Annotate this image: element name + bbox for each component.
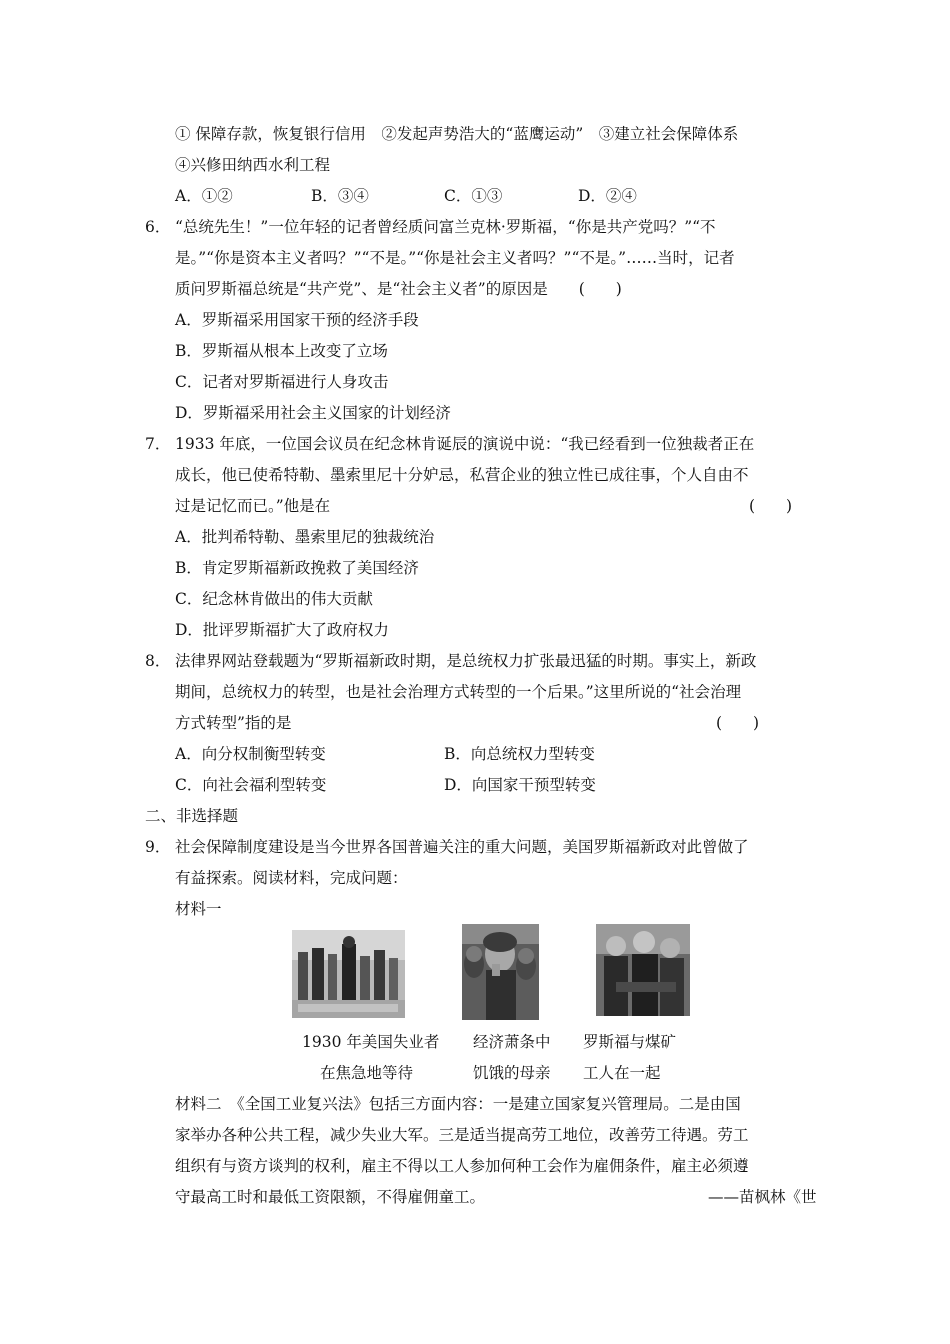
q6-option-d: D．罗斯福采用社会主义国家的计划经济 [175,404,451,422]
q7-option-b: B．肯定罗斯福新政挽救了美国经济 [175,559,419,577]
material2-source: ——苗枫林《世 [708,1188,817,1206]
q8-stem-line1: 法律界网站登载题为“罗斯福新政时期，是总统权力扩张最迅猛的时期。事实上，新政 [175,652,757,670]
q5-option-c: C．①③ [444,187,503,205]
q9-number: 9． [145,838,171,856]
q6-option-a: A．罗斯福采用国家干预的经济手段 [175,311,419,329]
material2-line1: 材料二 《全国工业复兴法》包括三方面内容：一是建立国家复兴管理局。二是由国 [175,1095,741,1113]
q8-option-a: A．向分权制衡型转变 [175,745,326,763]
q6-number: 6． [145,218,171,236]
photo-hungry-mother [462,924,539,1020]
section-title: 二、非选择题 [145,807,239,825]
material2-line2: 家举办各种公共工程，减少失业大军。三是适当提高劳工地位，改善劳工待遇。劳工 [175,1126,749,1144]
q5-option-a: A．①② [175,187,233,205]
q5-items-line2: ④兴修田纳西水利工程 [175,156,331,174]
material1-label: 材料一 [175,900,222,918]
q9-stem-line1: 社会保障制度建设是当今世界各国普遍关注的重大问题，美国罗斯福新政对此曾做了 [175,838,749,856]
photo-unemployed-waiting [292,930,405,1018]
q5-option-b: B．③④ [311,187,369,205]
q7-stem-line1: 1933 年底，一位国会议员在纪念林肯诞辰的演说中说：“我已经看到一位独裁者正在 [175,435,755,453]
q8-number: 8． [145,652,171,670]
q7-option-c: C．纪念林肯做出的伟大贡献 [175,590,373,608]
q8-stem-line2: 期间，总统权力的转型，也是社会治理方式转型的一个后果。”这里所说的“社会治理 [175,683,742,701]
q6-stem-line2: 是。”“你是资本主义者吗？”“不是。”“你是社会主义者吗？”“不是。”……当时，记者 [175,249,735,267]
q7-number: 7． [145,435,171,453]
caption-2-line1: 经济萧条中 [473,1033,551,1051]
q9-stem-line2: 有益探索。阅读材料，完成问题： [175,869,408,887]
q7-answer-bracket: ( ) [749,497,793,515]
material2-line3: 组织有与资方谈判的权利，雇主不得以工人参加何种工会作为雇佣条件，雇主必须遵 [175,1157,749,1175]
q8-stem-line3: 方式转型”指的是 [175,714,292,732]
q5-items-line1: ① 保障存款，恢复银行信用 ②发起声势浩大的“蓝鹰运动” ③建立社会保障体系 [175,125,739,143]
q8-answer-bracket: ( ) [716,714,760,732]
caption-3-line2: 工人在一起 [583,1064,661,1082]
q7-option-a: A．批判希特勒、墨索里尼的独裁统治 [175,528,435,546]
q7-option-d: D．批评罗斯福扩大了政府权力 [175,621,389,639]
q6-option-b: B．罗斯福从根本上改变了立场 [175,342,388,360]
q8-option-b: B．向总统权力型转变 [444,745,595,763]
q6-stem-line1: “总统先生！”一位年轻的记者曾经质问富兰克林·罗斯福，“你是共产党吗？”“不 [175,218,716,236]
caption-1-line1: 1930 年美国失业者 [302,1033,440,1051]
q6-stem-line3: 质问罗斯福总统是“共产党”、是“社会主义者”的原因是 ( ) [175,280,622,298]
q8-option-d: D．向国家干预型转变 [444,776,596,794]
material2-line4: 守最高工时和最低工资限额，不得雇佣童工。 [175,1188,486,1206]
caption-3-line1: 罗斯福与煤矿 [583,1033,677,1051]
q6-option-c: C．记者对罗斯福进行人身攻击 [175,373,389,391]
q7-stem-line3: 过是记忆而已。”他是在 [175,497,331,515]
q7-stem-line2: 成长，他已使希特勒、墨索里尼十分妒忌，私营企业的独立性已成往事，个人自由不 [175,466,749,484]
caption-2-line2: 饥饿的母亲 [473,1064,551,1082]
caption-1-line2: 在焦急地等待 [320,1064,414,1082]
q8-option-c: C．向社会福利型转变 [175,776,327,794]
photo-roosevelt-miners [596,924,690,1016]
q5-option-d: D．②④ [578,187,637,205]
